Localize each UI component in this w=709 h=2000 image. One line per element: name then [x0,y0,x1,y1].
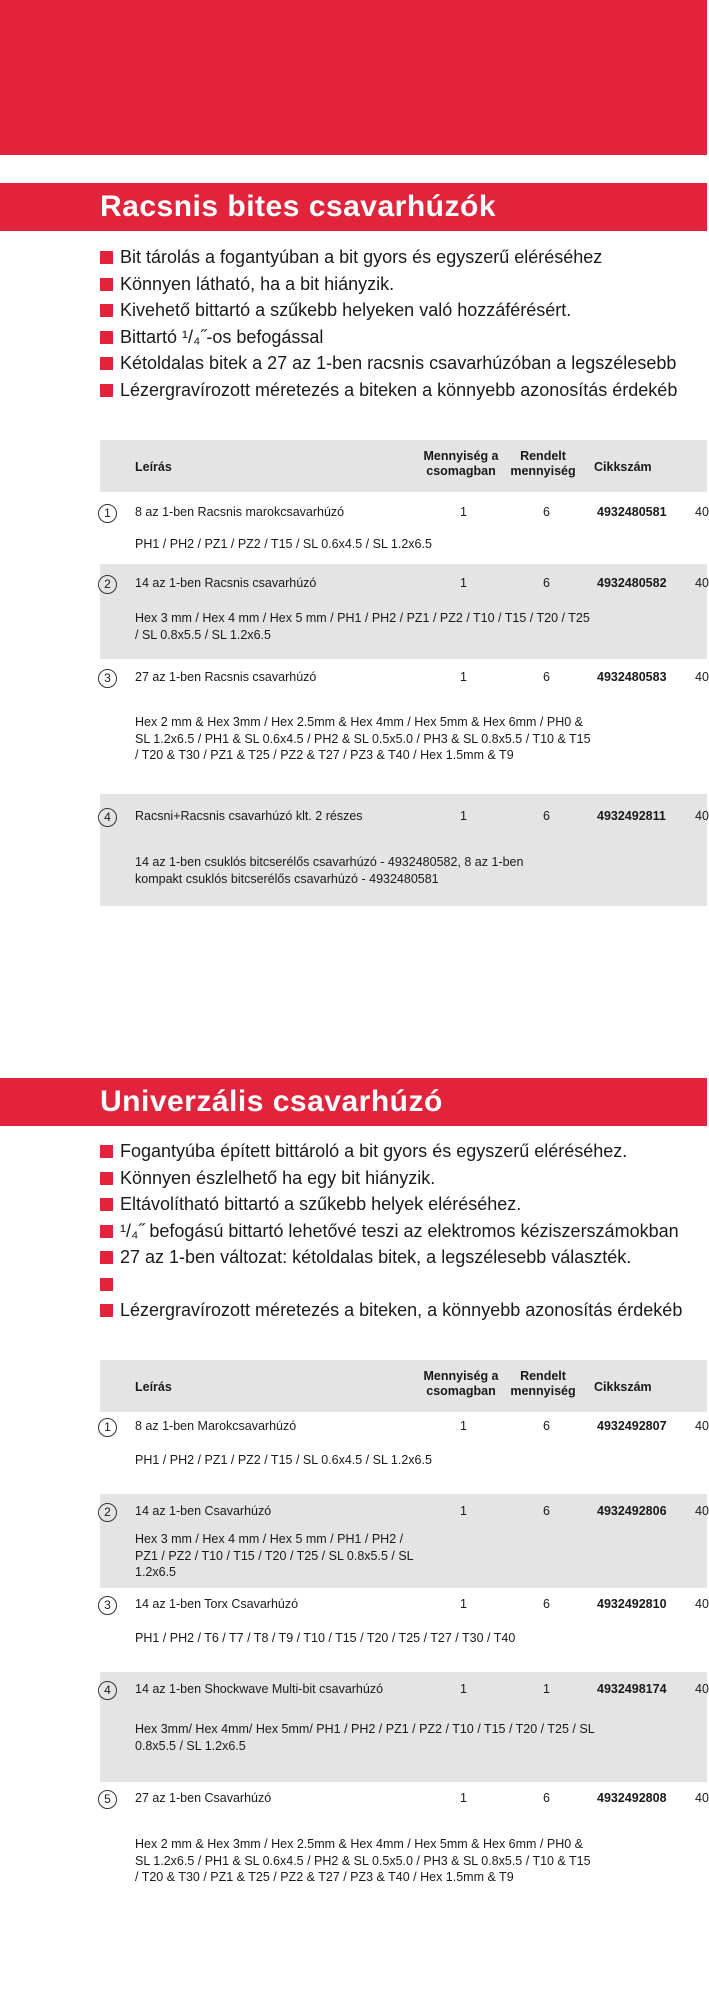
bullet-square-icon [100,331,113,344]
header-order-qty: Rendelt mennyiség [510,449,576,478]
row-number-badge: 2 [98,575,117,594]
article-number: 4932480582 [597,576,667,590]
row-number-badge: 2 [98,1503,117,1522]
table-row: 2 14 az 1-ben Racsnis csavarhúzó 1 6 4932480582 40 Hex 3 mm / Hex 4 mm / Hex 5 mm / PH1 / PH2 / PZ1 / PZ2 / T10 / T15 / T20 / T25 / SL 0.8x5.5 / SL 1.2x6.5 [100,564,707,659]
order-quantity: 6 [543,670,550,684]
table-row: 3 14 az 1-ben Torx Csavarhúzó 1 6 4932492810 40 PH1 / PH2 / T6 / T7 / T8 / T9 / T10 / T15 / T20 / T25 / T27 / T30 / T40 [100,1588,707,1672]
table-header [100,440,707,492]
product-name: 8 az 1-ben Racsnis marokcsavarhúzó [135,505,345,519]
extra-code: 40 [695,505,709,519]
order-quantity: 6 [543,1791,550,1805]
bullet-square-icon [100,1145,113,1158]
feature-list [0,244,707,403]
bullet-square-icon [100,278,113,291]
section-title: Racsnis bites csavarhúzók [0,183,707,231]
bullet-square-icon [100,1172,113,1185]
table-row: 2 14 az 1-ben Csavarhúzó 1 6 4932492806 40 Hex 3 mm / Hex 4 mm / Hex 5 mm / PH1 / PH2 / PZ1 / PZ2 / T10 / T15 / T20 / T25 / SL 0.8x5.5 / SL 1.2x6.5 [100,1494,707,1588]
product-name: 27 az 1-ben Racsnis csavarhúzó [135,670,317,684]
feature-item: Eltávolítható bittartó a szűkebb helyek eléréséhez. [100,1191,707,1218]
bullet-square-icon [100,251,113,264]
feature-item: Fogantyúba épített bittároló a bit gyors és egyszerű eléréséhez. [100,1138,707,1165]
feature-item: ¹/₄˝ befogású bittartó lehetővé teszi az elektromos kéziszerszámokban [100,1218,707,1245]
article-number: 4932492806 [597,1504,667,1518]
article-number: 4932492807 [597,1419,667,1433]
bullet-square-icon [100,384,113,397]
order-quantity: 1 [543,1682,550,1696]
feature-item [100,1271,707,1298]
extra-code: 40 [695,1504,709,1518]
table-row: 5 27 az 1-ben Csavarhúzó 1 6 4932492808 40 Hex 2 mm & Hex 3mm / Hex 2.5mm & Hex 4mm / Hex 5mm & Hex 6mm / PH0 & SL 1.2x6.5 / PH1 & SL 0.6x4.5 / PH2 & SL 0.5x5.0 / PH3 & SL 0.8x5.5 / T10 & T15 / T20 & T30 / PZ1 & T25 / PZ2 & T27 / PZ3 & T40 / Hex 1.5mm & T9 [100,1782,707,1902]
bullet-square-icon [100,357,113,370]
extra-code: 40 [695,1682,709,1696]
product-name: Racsni+Racsnis csavarhúzó klt. 2 részes [135,809,363,823]
feature-item: Kivehető bittartó a szűkebb helyeken való hozzáférésért. [100,297,707,324]
section-ratchet-screwdrivers [0,183,707,400]
row-number-badge: 1 [98,1418,117,1437]
extra-code: 40 [695,809,709,823]
product-detail: 14 az 1-ben csuklós bitcserélős csavarhúzó - 4932480582, 8 az 1-ben kompakt csuklós bitcserélős csavarhúzó - 4932480581 [135,855,524,886]
extra-code: 40 [695,1597,709,1611]
order-quantity: 6 [543,1504,550,1518]
row-number-badge: 1 [98,504,117,523]
table-row: 1 8 az 1-ben Racsnis marokcsavarhúzó 1 6 4932480581 40 PH1 / PH2 / PZ1 / PZ2 / T15 / SL 0.6x4.5 / SL 1.2x6.5 [100,492,707,564]
feature-item: 27 az 1-ben változat: kétoldalas bitek, a legszélesebb választék. [100,1244,707,1271]
bullet-square-icon [100,304,113,317]
header-description: Leírás [135,1380,172,1394]
header-pack-qty: Mennyiség a csomagban [423,449,499,478]
article-number: 4932492811 [597,809,666,823]
extra-code: 40 [695,1419,709,1433]
bullet-square-icon [100,1278,113,1291]
feature-item: Lézergravírozott méretezés a biteken a könnyebb azonosítás érdekéb [100,377,707,404]
product-name: 14 az 1-ben Shockwave Multi-bit csavarhúzó [135,1682,384,1696]
order-quantity: 6 [543,1419,550,1433]
article-number: 4932480583 [597,670,667,684]
header-article-number: Cikkszám [594,1380,652,1394]
bullet-square-icon [100,1198,113,1211]
product-name: 14 az 1-ben Torx Csavarhúzó [135,1597,299,1611]
product-name: 8 az 1-ben Marokcsavarhúzó [135,1419,297,1433]
product-detail: PH1 / PH2 / T6 / T7 / T8 / T9 / T10 / T15 / T20 / T25 / T27 / T30 / T40 [135,1631,516,1645]
feature-item: Könnyen látható, ha a bit hiányzik. [100,271,707,298]
article-number: 4932492808 [597,1791,667,1805]
feature-item: Lézergravírozott méretezés a biteken, a könnyebb azonosítás érdekéb [100,1297,707,1324]
product-detail: Hex 3 mm / Hex 4 mm / Hex 5 mm / PH1 / PH2 / PZ1 / PZ2 / T10 / T15 / T20 / T25 / SL 0.8x5.5 / SL 1.2x6.5 [135,611,590,642]
article-number: 4932498174 [597,1682,667,1696]
order-quantity: 6 [543,505,550,519]
header-description: Leírás [135,460,172,474]
table-row: 4 Racsni+Racsnis csavarhúzó klt. 2 részes 1 6 4932492811 40 14 az 1-ben csuklós bitcserélős csavarhúzó - 4932480582, 8 az 1-ben kompakt csuklós bitcserélős csavarhúzó - 4932480581 [100,794,707,906]
order-quantity: 6 [543,809,550,823]
product-name: 14 az 1-ben Racsnis csavarhúzó [135,576,317,590]
header-order-qty: Rendelt mennyiség [510,1369,576,1398]
product-detail: PH1 / PH2 / PZ1 / PZ2 / T15 / SL 0.6x4.5 / SL 1.2x6.5 [135,537,432,551]
top-red-band [0,0,707,155]
section-universal-screwdriver [0,1078,707,1320]
row-number-badge: 5 [98,1790,117,1809]
header-article-number: Cikkszám [594,460,652,474]
feature-item: Bit tárolás a fogantyúban a bit gyors és egyszerű eléréséhez [100,244,707,271]
feature-item: Kétoldalas bitek a 27 az 1-ben racsnis csavarhúzóban a legszélesebb [100,350,707,377]
section-title: Univerzális csavarhúzó [0,1078,707,1126]
extra-code: 40 [695,576,709,590]
extra-code: 40 [695,670,709,684]
header-pack-qty: Mennyiség a csomagban [423,1369,499,1398]
product-detail: PH1 / PH2 / PZ1 / PZ2 / T15 / SL 0.6x4.5 / SL 1.2x6.5 [135,1453,432,1467]
order-quantity: 6 [543,576,550,590]
product-table-1 [100,440,707,906]
table-row: 3 27 az 1-ben Racsnis csavarhúzó 1 6 4932480583 40 Hex 2 mm & Hex 3mm / Hex 2.5mm & Hex 4mm / Hex 5mm & Hex 6mm / PH0 & SL 1.2x6.5 / PH1 & SL 0.6x4.5 / PH2 & SL 0.5x5.0 / PH3 & SL 0.8x5.5 / T10 & T15 / T20 & T30 / PZ1 & T25 / PZ2 & T27 / PZ3 & T40 / Hex 1.5mm & T9 [100,659,707,794]
extra-code: 40 [695,1791,709,1805]
bullet-square-icon [100,1251,113,1264]
order-quantity: 6 [543,1597,550,1611]
bullet-square-icon [100,1225,113,1238]
row-number-badge: 3 [98,1596,117,1615]
row-number-badge: 4 [98,1681,117,1700]
product-detail: Hex 3mm/ Hex 4mm/ Hex 5mm/ PH1 / PH2 / PZ1 / PZ2 / T10 / T15 / T20 / T25 / SL 0.8x5.5 / SL 1.2x6.5 [135,1722,595,1753]
feature-item: Könnyen észlelhető ha egy bit hiányzik. [100,1165,707,1192]
article-number: 4932480581 [597,505,667,519]
feature-item: Bittartó ¹/₄˝-os befogással [100,324,707,351]
product-detail: Hex 2 mm & Hex 3mm / Hex 2.5mm & Hex 4mm / Hex 5mm & Hex 6mm / PH0 & SL 1.2x6.5 / PH1 & SL 0.6x4.5 / PH2 & SL 0.5x5.0 / PH3 & SL 0.8x5.5 / T10 & T15 / T20 & T30 / PZ1 & T25 / PZ2 & T27 / PZ3 & T40 / Hex 1.5mm & T9 [135,1837,591,1884]
bullet-square-icon [100,1304,113,1317]
product-name: 14 az 1-ben Csavarhúzó [135,1504,272,1518]
row-number-badge: 3 [98,669,117,688]
product-detail: Hex 2 mm & Hex 3mm / Hex 2.5mm & Hex 4mm / Hex 5mm & Hex 6mm / PH0 & SL 1.2x6.5 / PH1 & SL 0.6x4.5 / PH2 & SL 0.5x5.0 / PH3 & SL 0.8x5.5 / T10 & T15 / T20 & T30 / PZ1 & T25 / PZ2 & T27 / PZ3 & T40 / Hex 1.5mm & T9 [135,715,591,762]
product-table-2 [100,1360,707,1902]
table-row: 4 14 az 1-ben Shockwave Multi-bit csavarhúzó 1 1 4932498174 40 Hex 3mm/ Hex 4mm/ Hex 5mm/ PH1 / PH2 / PZ1 / PZ2 / T10 / T15 / T20 / T25 / SL 0.8x5.5 / SL 1.2x6.5 [100,1672,707,1782]
table-row: 1 8 az 1-ben Marokcsavarhúzó 1 6 4932492807 40 PH1 / PH2 / PZ1 / PZ2 / T15 / SL 0.6x4.5 / SL 1.2x6.5 [100,1412,707,1494]
product-name: 27 az 1-ben Csavarhúzó [135,1791,272,1805]
row-number-badge: 4 [98,808,117,827]
table-header [100,1360,707,1412]
product-detail: Hex 3 mm / Hex 4 mm / Hex 5 mm / PH1 / PH2 / PZ1 / PZ2 / T10 / T15 / T20 / T25 / SL 0.8x5.5 / SL 1.2x6.5 [135,1532,414,1579]
feature-list [0,1138,707,1324]
article-number: 4932492810 [597,1597,667,1611]
